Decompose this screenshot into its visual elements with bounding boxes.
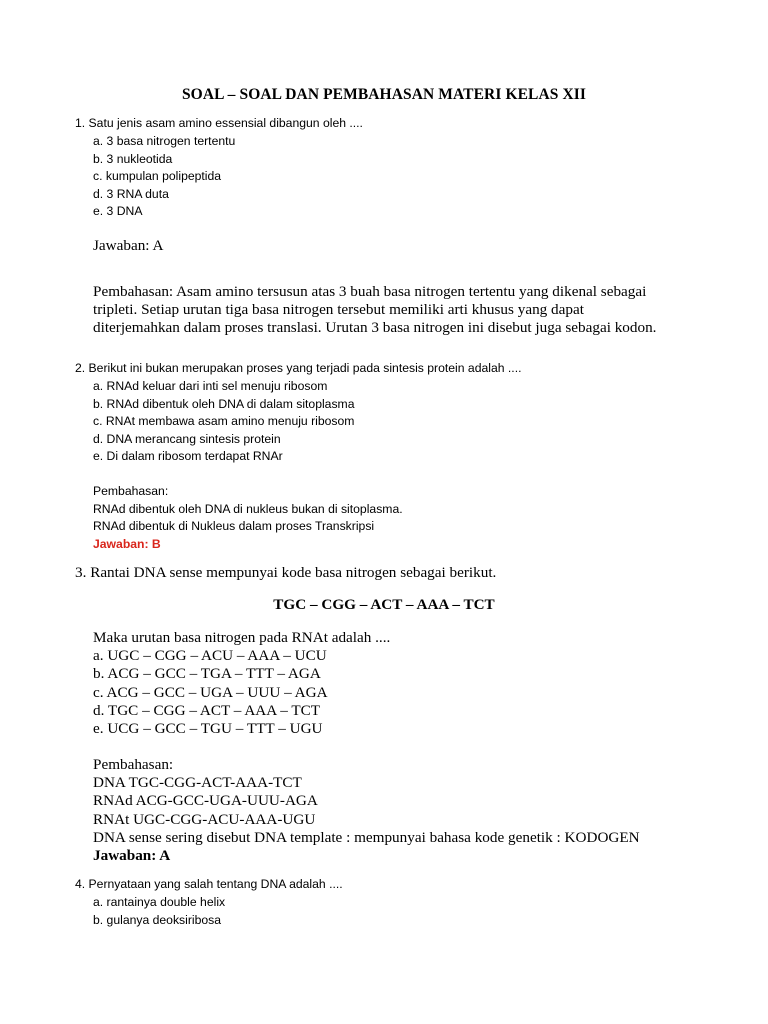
option-1d: d. 3 RNA duta bbox=[93, 186, 169, 201]
option-3b: b. ACG – GCC – TGA – TTT – AGA bbox=[93, 665, 321, 683]
explanation-label: Pembahasan: bbox=[93, 756, 174, 773]
question-4-text: 4. Pernyataan yang salah tentang DNA adalah .... bbox=[75, 877, 343, 891]
option-2e: e. Di dalam ribosom terdapat RNAr bbox=[93, 449, 283, 464]
question-3-prompt: Maka urutan basa nitrogen pada RNAt adalah .... bbox=[93, 629, 391, 646]
question-3-answer: Jawaban: A bbox=[93, 847, 171, 865]
question-1-options bbox=[93, 133, 235, 221]
question-2-answer: Jawaban: B bbox=[93, 536, 161, 551]
question-4-options bbox=[93, 894, 225, 929]
option-4b: b. gulanya deoksiribosa bbox=[93, 912, 222, 927]
question-2-options bbox=[93, 378, 355, 466]
explanation-line: DNA TGC-CGG-ACT-AAA-TCT bbox=[93, 774, 302, 792]
option-3c: c. ACG – GCC – UGA – UUU – AGA bbox=[93, 683, 328, 701]
option-4a: a. rantainya double helix bbox=[93, 895, 226, 909]
option-3a: a. UGC – CGG – ACU – AAA – UCU bbox=[93, 647, 327, 665]
explanation-line: RNAt UGC-CGG-ACU-AAA-UGU bbox=[93, 810, 316, 828]
question-1-answer: Jawaban: A bbox=[93, 237, 164, 254]
option-1c: c. kumpulan polipeptida bbox=[93, 169, 222, 184]
question-1-text: 1. Satu jenis asam amino essensial dibangun oleh .... bbox=[75, 116, 363, 130]
option-1e: e. 3 DNA bbox=[93, 204, 143, 219]
question-1-explanation bbox=[93, 283, 703, 338]
question-3-block bbox=[93, 629, 703, 738]
option-2c: c. RNAt membawa asam amino menuju ribosom bbox=[93, 414, 355, 429]
explanation-line: Pembahasan: Asam amino tersusun atas 3 buah basa nitrogen tertentu yang dikenal sebagai bbox=[93, 283, 647, 300]
explanation-label: Pembahasan: bbox=[93, 484, 169, 498]
option-2b: b. RNAd dibentuk oleh DNA di dalam sitoplasma bbox=[93, 396, 355, 411]
option-3e: e. UCG – GCC – TGU – TTT – UGU bbox=[93, 720, 323, 738]
explanation-line: RNAd dibentuk di Nukleus dalam proses Transkripsi bbox=[93, 519, 375, 534]
option-1b: b. 3 nukleotida bbox=[93, 151, 173, 166]
explanation-line: diterjemahkan dalam proses translasi. Urutan 3 basa nitrogen ini disebut juga sebagai kodon. bbox=[93, 319, 657, 337]
explanation-line: RNAd ACG-GCC-UGA-UUU-AGA bbox=[93, 792, 318, 810]
page-title: SOAL – SOAL DAN PEMBAHASAN MATERI KELAS XII bbox=[181, 86, 587, 103]
explanation-line: RNAd dibentuk oleh DNA di nukleus bukan di sitoplasma. bbox=[93, 501, 403, 516]
option-3d: d. TGC – CGG – ACT – AAA – TCT bbox=[93, 701, 321, 719]
option-2d: d. DNA merancang sintesis protein bbox=[93, 431, 281, 446]
dna-sequence: TGC – CGG – ACT – AAA – TCT bbox=[273, 596, 495, 613]
explanation-line: tripleti. Setiap urutan tiga basa nitrogen tersebut memiliki arti khusus yang dapat bbox=[93, 301, 584, 319]
question-3-text: 3. Rantai DNA sense mempunyai kode basa nitrogen sebagai berikut. bbox=[75, 564, 497, 581]
option-1a: a. 3 basa nitrogen tertentu bbox=[93, 134, 236, 148]
explanation-line: DNA sense sering disebut DNA template : mempunyai bahasa kode genetik : KODOGEN bbox=[93, 828, 640, 846]
question-2-explanation bbox=[93, 483, 403, 553]
question-3-explanation bbox=[93, 756, 733, 865]
question-2-text: 2. Berikut ini bukan merupakan proses yang terjadi pada sintesis protein adalah .... bbox=[75, 361, 522, 375]
option-2a: a. RNAd keluar dari inti sel menuju ribosom bbox=[93, 379, 328, 393]
